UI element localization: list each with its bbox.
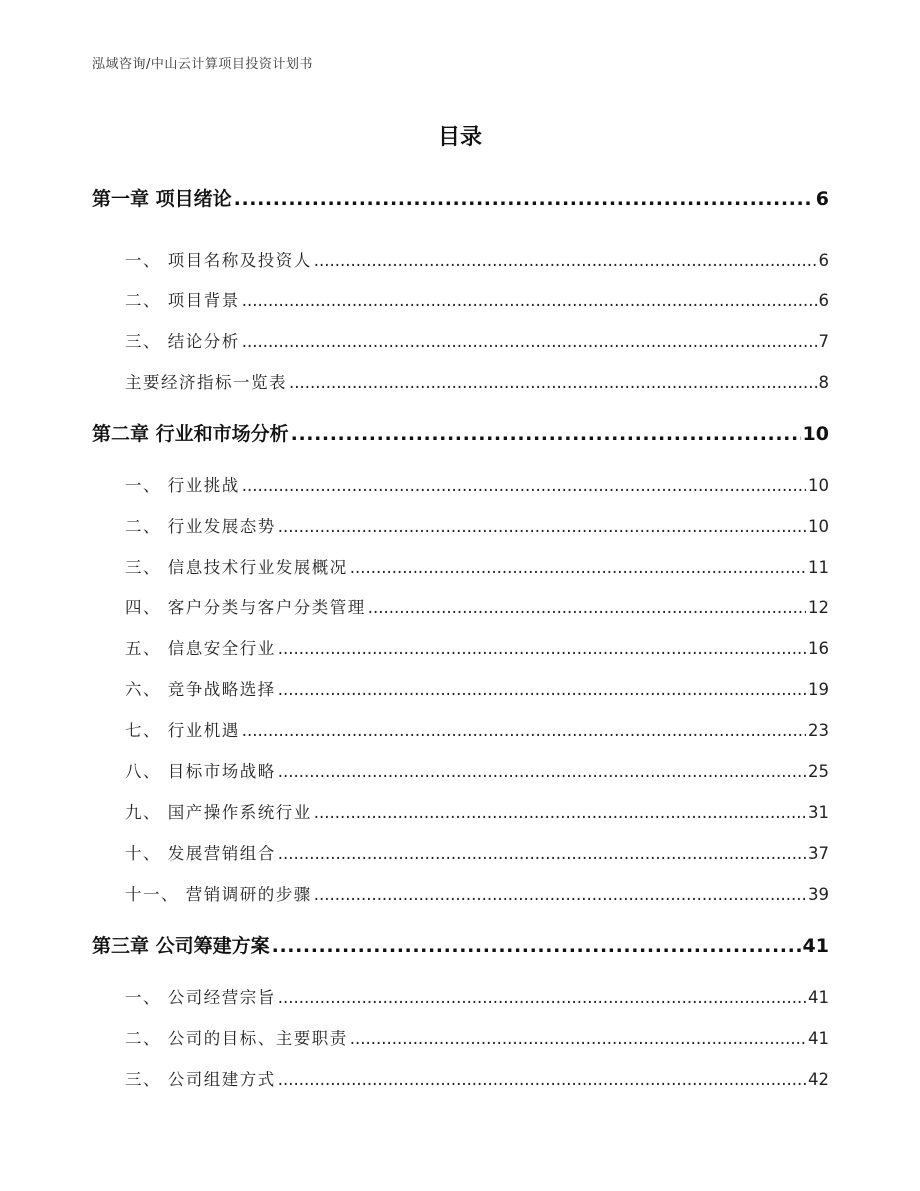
dot-leader bbox=[350, 558, 806, 577]
toc-entry-page: 6 bbox=[815, 188, 829, 210]
toc-section-item[interactable] bbox=[125, 984, 829, 1008]
toc-entry-label: 六、 竞争战略选择 bbox=[125, 680, 276, 699]
toc-entry-label: 主要经济指标一览表 bbox=[125, 373, 287, 392]
toc-entry-page: 6 bbox=[818, 251, 829, 270]
toc-chapter-1[interactable] bbox=[92, 184, 829, 211]
dot-leader bbox=[314, 803, 806, 822]
toc-entry-page: 10 bbox=[802, 423, 829, 445]
toc-entry-label: 二、 行业发展态势 bbox=[125, 517, 276, 536]
toc-section-item[interactable] bbox=[125, 513, 829, 537]
dot-leader bbox=[278, 680, 806, 699]
dot-leader bbox=[278, 639, 806, 658]
toc-section-item[interactable] bbox=[125, 635, 829, 659]
toc-entry-page: 10 bbox=[808, 476, 829, 495]
toc-entry-page: 7 bbox=[818, 332, 829, 351]
toc-entry-page: 10 bbox=[808, 517, 829, 536]
toc-entry-page: 41 bbox=[808, 1029, 829, 1048]
toc-entry-label: 第三章 公司筹建方案 bbox=[92, 935, 270, 957]
toc-entry-label: 三、 结论分析 bbox=[125, 332, 240, 351]
toc-entry-label: 一、 项目名称及投资人 bbox=[125, 251, 312, 270]
toc-section-item[interactable] bbox=[125, 799, 829, 823]
toc-entry-label: 第二章 行业和市场分析 bbox=[92, 423, 289, 445]
dot-leader bbox=[278, 988, 806, 1007]
toc-entry-label: 第一章 项目绪论 bbox=[92, 188, 232, 210]
toc-section-item[interactable] bbox=[125, 554, 829, 578]
toc-chapter-2[interactable] bbox=[92, 419, 829, 446]
toc-entry-page: 41 bbox=[802, 935, 829, 957]
toc-section-item[interactable] bbox=[125, 717, 829, 741]
toc-section-item[interactable] bbox=[125, 472, 829, 496]
toc-entry-page: 12 bbox=[808, 598, 829, 617]
toc-entry-label: 二、 公司的目标、主要职责 bbox=[125, 1029, 348, 1048]
toc-section-item[interactable] bbox=[125, 1025, 829, 1049]
dot-leader bbox=[314, 885, 806, 904]
dot-leader bbox=[368, 598, 806, 617]
dot-leader bbox=[242, 332, 817, 351]
toc-entry-label: 九、 国产操作系统行业 bbox=[125, 803, 312, 822]
toc-entry-page: 37 bbox=[808, 844, 829, 863]
toc-entry-page: 23 bbox=[808, 721, 829, 740]
toc-section-item[interactable] bbox=[125, 369, 829, 393]
toc-entry-page: 42 bbox=[808, 1070, 829, 1089]
dot-leader bbox=[242, 291, 817, 310]
toc-entry-label: 十一、 营销调研的步骤 bbox=[125, 885, 312, 904]
toc-entry-label: 二、 项目背景 bbox=[125, 291, 240, 310]
toc-entry-page: 19 bbox=[808, 680, 829, 699]
dot-leader bbox=[272, 935, 801, 957]
toc-entry-page: 6 bbox=[818, 291, 829, 310]
toc-section-item[interactable] bbox=[125, 676, 829, 700]
toc-section-item[interactable] bbox=[125, 881, 829, 905]
toc-chapter-3[interactable] bbox=[92, 931, 829, 958]
toc-entry-page: 39 bbox=[808, 885, 829, 904]
toc-entry-page: 31 bbox=[808, 803, 829, 822]
dot-leader bbox=[242, 476, 806, 495]
dot-leader bbox=[291, 423, 801, 445]
toc-entry-label: 四、 客户分类与客户分类管理 bbox=[125, 598, 366, 617]
toc-section-item[interactable] bbox=[125, 594, 829, 618]
toc-entry-page: 25 bbox=[808, 762, 829, 781]
dot-leader bbox=[289, 373, 817, 392]
toc-section-item[interactable] bbox=[125, 247, 829, 271]
page-title: 目录 bbox=[437, 125, 482, 150]
page-header: 泓域咨询/中山云计算项目投资计划书 bbox=[92, 57, 313, 72]
dot-leader bbox=[278, 762, 806, 781]
toc-entry-page: 11 bbox=[808, 558, 829, 577]
dot-leader bbox=[278, 844, 806, 863]
toc-entry-page: 16 bbox=[808, 639, 829, 658]
toc-section-item[interactable] bbox=[125, 328, 829, 352]
toc-entry-label: 三、 公司组建方式 bbox=[125, 1070, 276, 1089]
toc-entry-label: 五、 信息安全行业 bbox=[125, 639, 276, 658]
toc-entry-label: 一、 行业挑战 bbox=[125, 476, 240, 495]
toc-entry-label: 三、 信息技术行业发展概况 bbox=[125, 558, 348, 577]
toc-entry-label: 一、 公司经营宗旨 bbox=[125, 988, 276, 1007]
toc-entry-page: 41 bbox=[808, 988, 829, 1007]
dot-leader bbox=[242, 721, 806, 740]
dot-leader bbox=[278, 517, 806, 536]
dot-leader bbox=[350, 1029, 806, 1048]
dot-leader bbox=[234, 188, 814, 210]
toc-entry-page: 8 bbox=[818, 373, 829, 392]
dot-leader bbox=[314, 251, 817, 270]
toc-entry-label: 八、 目标市场战略 bbox=[125, 762, 276, 781]
toc-section-item[interactable] bbox=[125, 840, 829, 864]
dot-leader bbox=[278, 1070, 806, 1089]
toc-section-item[interactable] bbox=[125, 287, 829, 311]
toc-section-item[interactable] bbox=[125, 1066, 829, 1090]
toc-section-item[interactable] bbox=[125, 758, 829, 782]
toc-entry-label: 七、 行业机遇 bbox=[125, 721, 240, 740]
toc-entry-label: 十、 发展营销组合 bbox=[125, 844, 276, 863]
